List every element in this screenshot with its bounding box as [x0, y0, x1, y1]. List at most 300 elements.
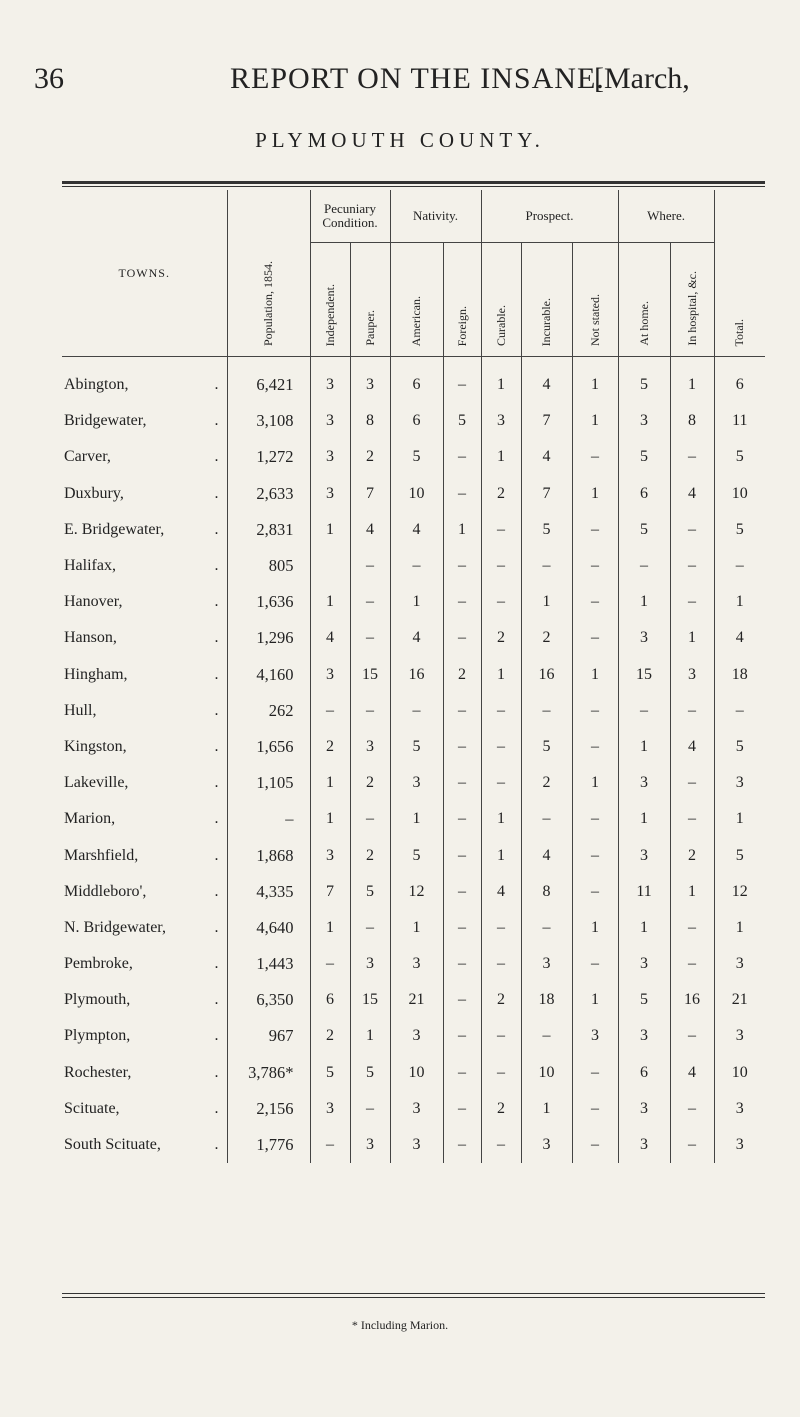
population-cell: 1,636 [227, 584, 310, 620]
count-cell: 4 [481, 874, 521, 910]
leader-dot: . [214, 882, 219, 900]
town-label: Hanover, [64, 593, 123, 611]
leader-dot: . [214, 448, 219, 466]
count-cell: 4 [521, 439, 572, 475]
count-cell: 3 [618, 837, 670, 873]
count-cell: 1 [572, 982, 618, 1018]
count-cell: 1 [572, 765, 618, 801]
top-rule-thin [62, 186, 765, 187]
leader-dot: . [214, 520, 219, 538]
leader-dot: . [214, 701, 219, 719]
count-cell: 1 [618, 801, 670, 837]
count-cell: 5 [521, 512, 572, 548]
table-row [62, 439, 765, 475]
count-cell: 3 [670, 657, 714, 693]
town-name [62, 729, 227, 765]
count-cell: 6 [714, 357, 765, 404]
count-cell: – [443, 1018, 481, 1054]
count-cell: 4 [670, 1055, 714, 1091]
count-cell: – [443, 357, 481, 404]
count-cell: – [521, 801, 572, 837]
count-cell: 10 [521, 1055, 572, 1091]
count-cell: 3 [714, 946, 765, 982]
count-cell: – [572, 1091, 618, 1127]
count-cell: 4 [521, 837, 572, 873]
count-cell: 3 [310, 837, 350, 873]
count-cell: 1 [670, 357, 714, 404]
count-cell: – [350, 1091, 390, 1127]
count-cell: 16 [670, 982, 714, 1018]
bottom-rule [62, 1293, 765, 1294]
count-cell: 1 [572, 357, 618, 404]
count-cell: 1 [390, 584, 443, 620]
table-row [62, 946, 765, 982]
table-row [62, 548, 765, 584]
population-cell: 1,272 [227, 439, 310, 475]
count-cell: 5 [714, 512, 765, 548]
count-cell: – [714, 548, 765, 584]
count-cell: – [310, 1127, 350, 1163]
town-name [62, 1127, 227, 1163]
count-cell: 1 [310, 801, 350, 837]
count-cell: 1 [618, 910, 670, 946]
count-cell: 3 [618, 765, 670, 801]
count-cell: 4 [310, 620, 350, 656]
count-cell: 8 [350, 403, 390, 439]
count-cell: – [670, 1091, 714, 1127]
count-cell: – [350, 584, 390, 620]
count-cell: 1 [670, 874, 714, 910]
town-name [62, 620, 227, 656]
count-cell: 3 [350, 357, 390, 404]
population-cell: 805 [227, 548, 310, 584]
count-cell: – [481, 946, 521, 982]
insane-statistics-table [62, 190, 765, 1163]
count-cell: 3 [521, 1127, 572, 1163]
col-curable: Curable. [481, 243, 521, 357]
leader-dot: . [214, 918, 219, 936]
count-cell: – [443, 439, 481, 475]
count-cell: 12 [390, 874, 443, 910]
count-cell: 3 [310, 357, 350, 404]
count-cell: – [572, 439, 618, 475]
count-cell: – [443, 693, 481, 729]
count-cell: – [670, 946, 714, 982]
count-cell: 2 [481, 1091, 521, 1127]
count-cell: 1 [714, 584, 765, 620]
count-cell: 4 [350, 512, 390, 548]
count-cell: 1 [572, 657, 618, 693]
towns-header: TOWNS. [62, 190, 227, 357]
count-cell: 21 [714, 982, 765, 1018]
population-cell: 4,640 [227, 910, 310, 946]
town-name [62, 476, 227, 512]
count-cell: – [350, 693, 390, 729]
page-number: 36 [34, 62, 64, 95]
count-cell: – [443, 874, 481, 910]
town-name [62, 1018, 227, 1054]
town-label: Hull, [64, 701, 97, 719]
population-cell: 1,776 [227, 1127, 310, 1163]
town-name [62, 837, 227, 873]
count-cell: – [670, 1018, 714, 1054]
town-name [62, 512, 227, 548]
count-cell: 3 [521, 946, 572, 982]
count-cell: 6 [618, 1055, 670, 1091]
count-cell: 11 [618, 874, 670, 910]
population-cell: 1,105 [227, 765, 310, 801]
count-cell: – [572, 584, 618, 620]
town-label: E. Bridgewater, [64, 520, 165, 538]
count-cell: 3 [350, 729, 390, 765]
population-cell: 1,868 [227, 837, 310, 873]
count-cell: 3 [350, 1127, 390, 1163]
col-incurable: Incurable. [521, 243, 572, 357]
count-cell: – [670, 439, 714, 475]
town-label: Hanson, [64, 629, 117, 647]
town-label: Halifax, [64, 557, 116, 575]
count-cell: 1 [521, 584, 572, 620]
table-row [62, 765, 765, 801]
count-cell: – [443, 837, 481, 873]
town-name [62, 584, 227, 620]
table-row [62, 837, 765, 873]
town-name [62, 1055, 227, 1091]
count-cell: 4 [670, 729, 714, 765]
count-cell: 2 [670, 837, 714, 873]
population-cell: 4,335 [227, 874, 310, 910]
leader-dot: . [214, 991, 219, 1009]
count-cell: 4 [390, 512, 443, 548]
count-cell: 5 [390, 439, 443, 475]
population-cell: 6,350 [227, 982, 310, 1018]
count-cell: 5 [350, 874, 390, 910]
count-cell: – [481, 1127, 521, 1163]
leader-dot: . [214, 774, 219, 792]
leader-dot: . [214, 1063, 219, 1081]
count-cell: 3 [390, 1091, 443, 1127]
county-title: PLYMOUTH COUNTY. [255, 128, 545, 152]
count-cell: 5 [443, 403, 481, 439]
col-not-stated: Not stated. [572, 243, 618, 357]
count-cell: 2 [350, 439, 390, 475]
town-label: South Scituate, [64, 1136, 161, 1154]
count-cell: – [521, 548, 572, 584]
town-label: Carver, [64, 448, 111, 466]
count-cell: 1 [521, 1091, 572, 1127]
town-label: Kingston, [64, 737, 127, 755]
count-cell: 3 [618, 946, 670, 982]
count-cell: 5 [618, 982, 670, 1018]
count-cell: – [481, 765, 521, 801]
table-row [62, 874, 765, 910]
count-cell: – [572, 729, 618, 765]
town-name [62, 874, 227, 910]
count-cell: 6 [390, 357, 443, 404]
count-cell: – [521, 1018, 572, 1054]
count-cell: – [390, 693, 443, 729]
table-row [62, 657, 765, 693]
count-cell: – [443, 1055, 481, 1091]
header-date: [March, [594, 62, 690, 95]
count-cell: 6 [390, 403, 443, 439]
col-in-hospital: In hospital, &c. [670, 243, 714, 357]
count-cell: 2 [310, 729, 350, 765]
count-cell: – [714, 693, 765, 729]
table-row [62, 1018, 765, 1054]
town-label: Marshfield, [64, 846, 139, 864]
count-cell: – [350, 801, 390, 837]
count-cell: 1 [481, 657, 521, 693]
count-cell: 5 [390, 729, 443, 765]
population-cell: 3,108 [227, 403, 310, 439]
count-cell: 2 [481, 476, 521, 512]
count-cell: – [350, 548, 390, 584]
count-cell: 7 [310, 874, 350, 910]
count-cell: 10 [390, 1055, 443, 1091]
town-name [62, 548, 227, 584]
count-cell: 5 [714, 729, 765, 765]
count-cell: 15 [350, 657, 390, 693]
population-cell: 2,633 [227, 476, 310, 512]
leader-dot: . [214, 593, 219, 611]
town-name [62, 910, 227, 946]
count-cell: – [310, 946, 350, 982]
col-pauper: Pauper. [350, 243, 390, 357]
count-cell: – [443, 548, 481, 584]
count-cell: 1 [618, 584, 670, 620]
count-cell: – [572, 874, 618, 910]
table-row [62, 512, 765, 548]
count-cell: – [350, 910, 390, 946]
table-row [62, 620, 765, 656]
table-row [62, 476, 765, 512]
table-row [62, 729, 765, 765]
col-american: American. [390, 243, 443, 357]
town-label: Plympton, [64, 1027, 131, 1045]
count-cell: 3 [714, 1018, 765, 1054]
col-population: Population, 1854. [227, 190, 310, 357]
count-cell: 2 [443, 657, 481, 693]
count-cell: 18 [714, 657, 765, 693]
count-cell: 5 [310, 1055, 350, 1091]
count-cell: 18 [521, 982, 572, 1018]
population-cell: 1,296 [227, 620, 310, 656]
town-name [62, 439, 227, 475]
population-cell: 2,156 [227, 1091, 310, 1127]
town-label: Pembroke, [64, 955, 133, 973]
count-cell: 1 [310, 512, 350, 548]
count-cell: 4 [390, 620, 443, 656]
count-cell: – [350, 620, 390, 656]
group-nativity: Nativity. [390, 190, 481, 243]
col-total: Total. [714, 190, 765, 357]
count-cell: – [670, 765, 714, 801]
col-independent: Independent. [310, 243, 350, 357]
count-cell: – [481, 693, 521, 729]
count-cell: 3 [618, 403, 670, 439]
count-cell: 5 [390, 837, 443, 873]
count-cell: 8 [670, 403, 714, 439]
population-cell: 4,160 [227, 657, 310, 693]
count-cell: 5 [618, 357, 670, 404]
count-cell: – [670, 801, 714, 837]
count-cell: – [670, 512, 714, 548]
count-cell: 3 [310, 439, 350, 475]
count-cell: – [443, 801, 481, 837]
count-cell: – [443, 946, 481, 982]
town-label: Abington, [64, 376, 129, 394]
count-cell: – [670, 910, 714, 946]
table-row [62, 584, 765, 620]
population-cell: 262 [227, 693, 310, 729]
count-cell: – [443, 982, 481, 1018]
population-cell: 1,443 [227, 946, 310, 982]
count-cell: – [572, 512, 618, 548]
count-cell: 3 [310, 476, 350, 512]
town-label: N. Bridgewater, [64, 918, 166, 936]
town-label: Marion, [64, 810, 116, 828]
count-cell: – [521, 693, 572, 729]
leader-dot: . [214, 484, 219, 502]
town-label: Rochester, [64, 1063, 132, 1081]
count-cell: – [618, 548, 670, 584]
count-cell: 4 [714, 620, 765, 656]
col-at-home: At home. [618, 243, 670, 357]
count-cell: 2 [310, 1018, 350, 1054]
leader-dot: . [214, 1099, 219, 1117]
count-cell: 1 [481, 801, 521, 837]
count-cell: 1 [618, 729, 670, 765]
town-name [62, 693, 227, 729]
count-cell: 21 [390, 982, 443, 1018]
town-label: Bridgewater, [64, 412, 147, 430]
count-cell: – [481, 512, 521, 548]
table-row [62, 403, 765, 439]
group-prospect: Prospect. [481, 190, 618, 243]
count-cell: – [618, 693, 670, 729]
count-cell: – [390, 548, 443, 584]
count-cell: 2 [481, 982, 521, 1018]
count-cell: 4 [521, 357, 572, 404]
count-cell: 2 [521, 765, 572, 801]
count-cell: 3 [310, 403, 350, 439]
leader-dot: . [214, 810, 219, 828]
count-cell: 10 [390, 476, 443, 512]
count-cell: – [670, 548, 714, 584]
count-cell: 3 [618, 1018, 670, 1054]
count-cell: 3 [714, 1127, 765, 1163]
town-label: Scituate, [64, 1099, 120, 1117]
table-row [62, 982, 765, 1018]
count-cell: – [572, 1055, 618, 1091]
count-cell: 1 [390, 910, 443, 946]
count-cell: 3 [390, 765, 443, 801]
town-name [62, 1091, 227, 1127]
population-cell: – [227, 801, 310, 837]
count-cell: – [443, 584, 481, 620]
town-name [62, 403, 227, 439]
count-cell: 15 [350, 982, 390, 1018]
count-cell: 3 [481, 403, 521, 439]
town-label: Duxbury, [64, 484, 124, 502]
count-cell: – [670, 693, 714, 729]
count-cell: – [670, 584, 714, 620]
count-cell: – [521, 910, 572, 946]
count-cell: 3 [714, 765, 765, 801]
count-cell: 1 [714, 801, 765, 837]
count-cell: 3 [572, 1018, 618, 1054]
count-cell: 3 [390, 1127, 443, 1163]
count-cell: 1 [572, 403, 618, 439]
table-row [62, 1091, 765, 1127]
count-cell: 11 [714, 403, 765, 439]
count-cell: – [481, 1018, 521, 1054]
bottom-rule-thin [62, 1297, 765, 1298]
town-name [62, 946, 227, 982]
count-cell: 3 [618, 620, 670, 656]
count-cell: 1 [481, 357, 521, 404]
count-cell: 2 [350, 765, 390, 801]
count-cell: – [443, 729, 481, 765]
count-cell: 3 [310, 657, 350, 693]
count-cell: 1 [350, 1018, 390, 1054]
count-cell: 3 [618, 1127, 670, 1163]
count-cell: 1 [481, 439, 521, 475]
group-pecuniary: Pecuniary Condition. [310, 190, 390, 243]
town-name [62, 982, 227, 1018]
count-cell: 3 [310, 1091, 350, 1127]
population-cell: 3,786* [227, 1055, 310, 1091]
count-cell: 1 [670, 620, 714, 656]
count-cell: 5 [521, 729, 572, 765]
population-cell: 967 [227, 1018, 310, 1054]
table-row [62, 357, 765, 404]
col-foreign: Foreign. [443, 243, 481, 357]
town-name [62, 765, 227, 801]
count-cell: 16 [390, 657, 443, 693]
count-cell: 4 [670, 476, 714, 512]
table-row [62, 801, 765, 837]
count-cell: 16 [521, 657, 572, 693]
leader-dot: . [214, 1027, 219, 1045]
count-cell: 1 [390, 801, 443, 837]
top-rule [62, 181, 765, 184]
count-cell: – [443, 476, 481, 512]
table-row [62, 910, 765, 946]
count-cell: 7 [350, 476, 390, 512]
table-row [62, 1055, 765, 1091]
count-cell: – [443, 910, 481, 946]
count-cell: – [443, 1091, 481, 1127]
count-cell: 1 [310, 910, 350, 946]
running-header [34, 62, 754, 112]
count-cell: 2 [350, 837, 390, 873]
count-cell: 5 [714, 837, 765, 873]
count-cell: 7 [521, 403, 572, 439]
leader-dot: . [214, 629, 219, 647]
count-cell: – [572, 837, 618, 873]
table-body [62, 357, 765, 1164]
leader-dot: . [214, 376, 219, 394]
leader-dot: . [214, 955, 219, 973]
count-cell: 3 [390, 946, 443, 982]
footnote: * Including Marion. [351, 1318, 449, 1332]
count-cell: 3 [390, 1018, 443, 1054]
population-cell: 1,656 [227, 729, 310, 765]
count-cell: – [481, 1055, 521, 1091]
count-cell: 5 [714, 439, 765, 475]
